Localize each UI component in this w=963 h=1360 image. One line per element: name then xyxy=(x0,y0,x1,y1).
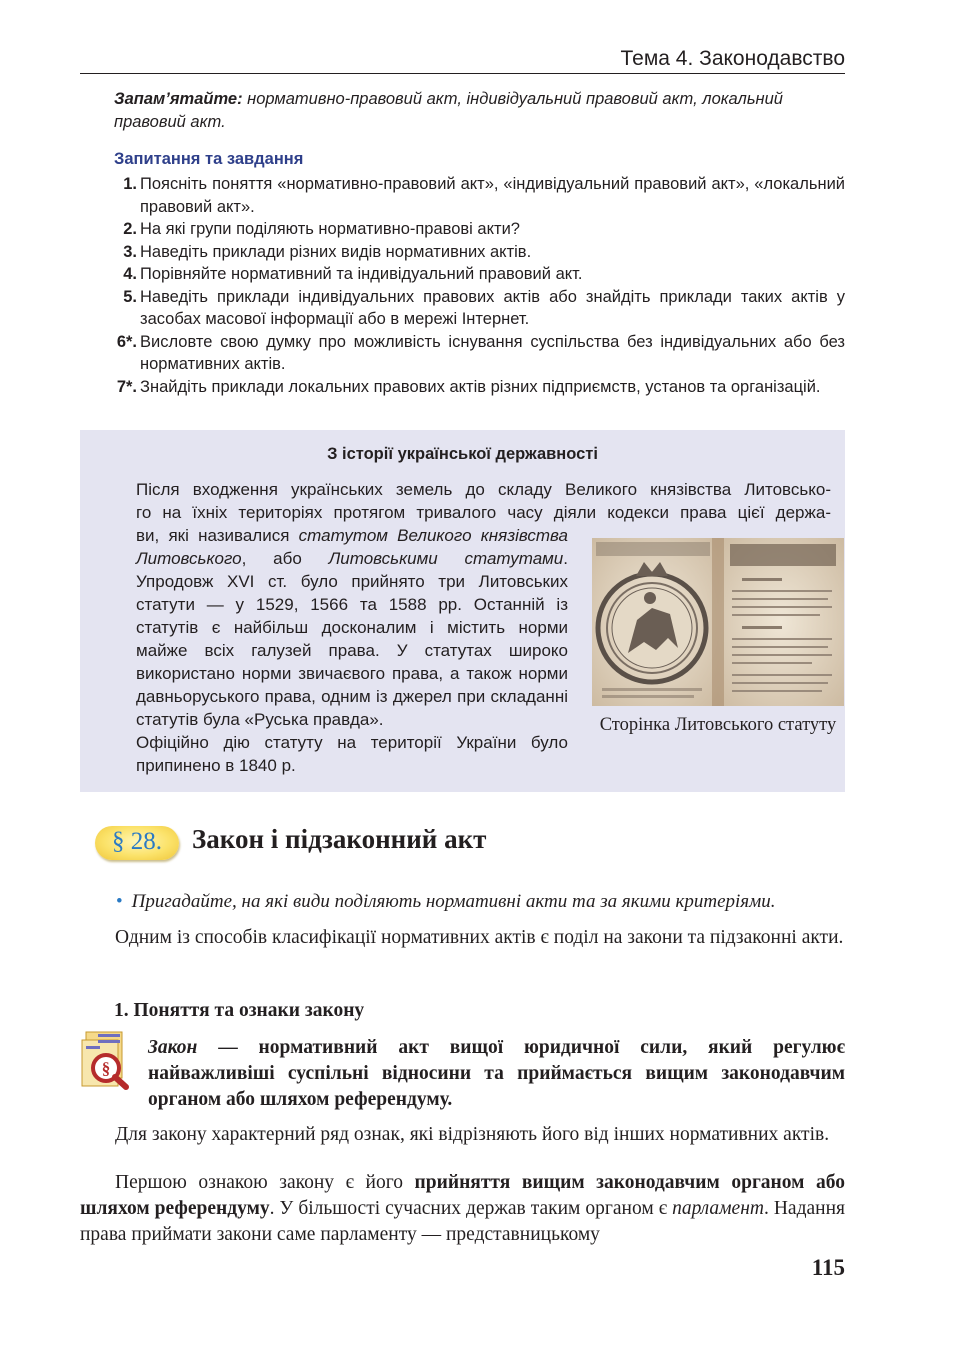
question-number: 6*. xyxy=(116,332,137,351)
svg-text:§: § xyxy=(101,1059,111,1078)
body-paragraph xyxy=(80,1170,845,1248)
recall-prompt xyxy=(116,891,776,913)
history-title: З історії української державності xyxy=(327,445,598,463)
history-text: ви, які називалися xyxy=(136,526,299,545)
running-header: Тема 4. Законодавство xyxy=(620,47,845,70)
remember-text: нормативно-правовий акт, індивідуальний правовий акт, локальний правовий акт. xyxy=(114,90,783,131)
question-text: Висловте свою думку про можливість існування суспільства без індивідуальних або без нормативних актів. xyxy=(140,332,845,373)
history-text: . Упродовж XVI ст. було прийнято три Литовських статути — у 1529, 1566 та 1588 рр. Останній із статутів є найбільш досконалим і містить норми майже всіх галузей права. У статутах широко використано норми звичаєвого права, а також норми давньоруського права, одним із джерел при складанні статутів була «Руська правда». xyxy=(136,549,568,729)
question-text: Знайдіть приклади локальних правових актів різних підприємств, установ та організацій. xyxy=(140,377,821,396)
definition-term: Закон xyxy=(148,1037,198,1058)
history-paragraph xyxy=(136,524,568,731)
history-intro xyxy=(136,478,831,524)
question-item xyxy=(100,331,845,376)
lithuanian-statute-image xyxy=(592,538,844,706)
body-text: . У більшості сучасних держав таким органом є xyxy=(269,1198,673,1219)
body-emphasis: прийняття вищим законодавчим органом або шляхом референдуму xyxy=(80,1172,845,1219)
question-text: Наведіть приклади індивідуальних правових актів або знайдіть приклади таких актів у засобах масової інформації або в мережі Інтернет. xyxy=(140,287,845,328)
body-paragraph: Для закону характерний ряд ознак, які відрізняють його від інших нормативних актів. xyxy=(115,1124,830,1145)
subsection-heading: 1. Поняття та ознаки закону xyxy=(114,1000,365,1021)
questions-heading: Запитання та завдання xyxy=(114,150,304,168)
law-definition xyxy=(148,1035,845,1113)
question-number: 3. xyxy=(123,242,137,261)
history-line: го на їхніх територіях протягом тривалого часу діяли кодекси права цієї держа- xyxy=(136,503,831,522)
question-text: На які групи поділяють нормативно-правові акти? xyxy=(140,220,520,238)
section-title: Закон і підзаконний акт xyxy=(192,824,487,854)
question-item xyxy=(100,263,845,286)
question-text: Порівняйте нормативний та індивідуальний правовий акт. xyxy=(140,265,583,283)
section-number: § 28. xyxy=(112,828,162,855)
remember-label: Запам’ятайте: xyxy=(114,90,243,108)
document-magnifier-section-icon xyxy=(80,1030,134,1090)
question-number: 5. xyxy=(123,287,137,306)
question-number: 4. xyxy=(123,265,137,283)
history-body xyxy=(136,524,568,777)
recall-text: Пригадайте, на які види поділяють нормативні акти та за якими критеріями. xyxy=(131,891,776,912)
history-term: статутом Великого князівства Литовського xyxy=(136,526,568,568)
question-number: 2. xyxy=(123,220,137,238)
definition-text: — нормативний акт вищої юридичної сили, який регулює найважливіші суспільні відносини та приймається вищим законодавчим органом або шляхом референдуму. xyxy=(148,1037,845,1110)
image-caption: Сторінка Литовського статуту xyxy=(599,715,837,735)
intro-paragraph: Одним із способів класифікації нормативних актів є поділ на закони та підзаконні акти. xyxy=(115,927,844,948)
remember-block xyxy=(114,88,846,134)
history-line: Після входження українських земель до складу Великого князівства Литовсько- xyxy=(136,480,831,499)
question-item xyxy=(100,286,845,331)
questions-list xyxy=(100,173,845,398)
question-number: 1. xyxy=(123,175,137,193)
question-text: Поясніть поняття «нормативно-правовий акт», «індивідуальний правовий акт», «локальний правовий акт». xyxy=(140,175,845,216)
question-item xyxy=(100,173,845,218)
question-item xyxy=(100,218,845,241)
section-number-badge xyxy=(95,826,179,860)
header-divider xyxy=(80,73,845,74)
question-number: 7*. xyxy=(116,377,137,396)
history-paragraph: Офіційно дію статуту на території України було припинено в 1840 р. xyxy=(136,733,568,775)
page-number: 115 xyxy=(811,1255,845,1280)
history-term: Литовськими статутами xyxy=(328,549,564,568)
history-box xyxy=(80,430,845,792)
body-text: Першою ознакою закону є його xyxy=(115,1172,415,1193)
question-item xyxy=(100,241,845,264)
body-term: парламент xyxy=(672,1198,764,1219)
history-text: , або xyxy=(241,549,329,568)
bullet-icon: • xyxy=(116,891,123,912)
question-item xyxy=(100,376,845,399)
body-text: . Надання права приймати закони саме парламенту — представницькому xyxy=(80,1198,845,1245)
question-text: Наведіть приклади різних видів нормативних актів. xyxy=(140,242,532,261)
